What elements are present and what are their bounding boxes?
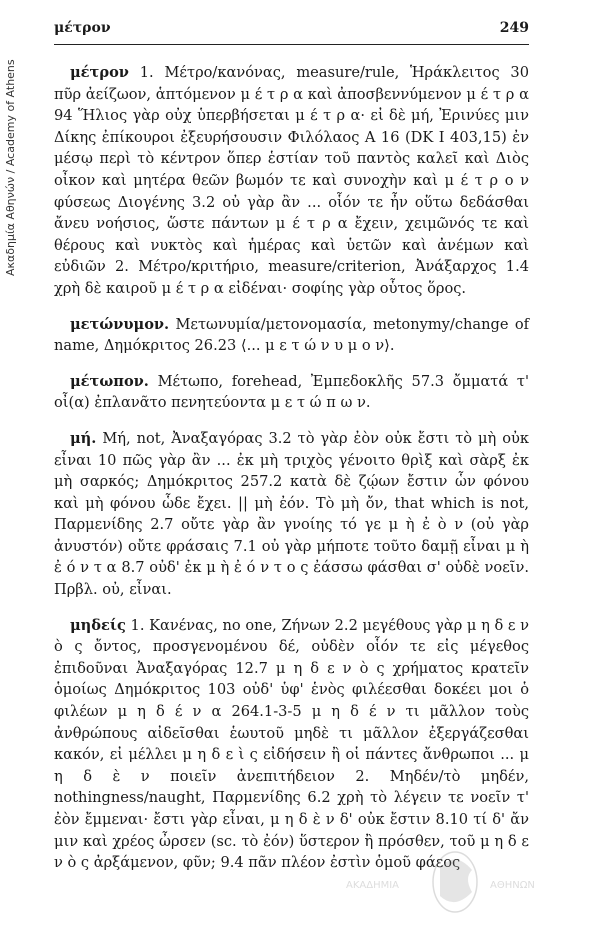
entry-text: 1. Μέτρο/κανόνας, measure/rule, Ἡράκλειτος 30 πῦρ ἀείζωον, ἁπτόμενον μ έ τ ρ α καὶ ἀποσβεννύμενον μ έ τ ρ α 94 Ἥλιος γὰρ οὐχ ὑπερβήσεται μ έ τ ρ α· εἰ δὲ μή, Ἐρινύες μιν Δίκης ἐπίκουροι ἐξευρήσουσιν Φιλόλαος Α 16 (DK I 403,15) ἐν μέσῳ περὶ τὸ κέντρον ὅπερ ἑστίαν τοῦ παντὸς καλεῖ καὶ Διὸς οἶκον καὶ μητέρα θεῶν βωμόν τε καὶ συνοχὴν καὶ μ έ τ ρ ο ν φύσεως Διογένης 3.2 οὐ γὰρ ἂν ... οἷόν τε ἦν οὕτω δεδάσθαι ἄνευ νοήσιος, ὥστε πάντων μ έ τ ρ α ἔχειν, χειμῶνός τε καὶ θέρους καὶ νυκτὸς καὶ ἡμέρας καὶ ὑετῶν καὶ ἀνέμων καὶ εὐδιῶν 2. Μέτρο/κριτήριο, measure/criterion, Ἀνάξαρχος 1.4 χρὴ δὲ καιροῦ μ έ τ ρ α εἰδέναι· σοφίης γὰρ οὗτος ὅρος. xyxy=(54,64,529,297)
entry-lemma: μή. xyxy=(70,429,97,447)
header-rule xyxy=(54,44,529,45)
watermark-right: ΑΘΗΝΩΝ xyxy=(490,880,535,891)
entry-metonymon xyxy=(54,314,529,357)
entry-text: 1. Κανένας, no one, Ζήνων 2.2 μεγέθους γὰρ μ η δ ε ν ὸ ς ὄντος, προσγενομένου δέ, οὐδὲν οἷόν τε εἰς μέγεθος ἐπιδοῦναι Ἀναξαγόρας 12.7 μ η δ ε ν ὸ ς χρήματος κρατεῖν ὁμοίως Δημόκριτος 103 οὐδ' ὑφ' ἑνὸς φιλέεσθαι δοκέει μοι ὁ φιλέων μ η δ έ ν α 264.1-3-5 μ η δ έ ν τι μᾶλλον τοὺς ἀνθρώπους αἰδεῖσθαι ἑωυτοῦ μηδὲ τι μᾶλλον ἐξεργάζεσθαι κακόν, εἰ μέλλει μ η δ ε ὶ ς εἰδήσειν ἢ οἱ πάντες ἄνθρωποι ... μ η δ ὲ ν ποιεῖν ἀνεπιτήδειον 2. Μηδέν/τὸ μηδέν, nothingness/naught, Παρμενίδης 6.2 χρὴ τὸ λέγειν τε νοεῖν τ' ἐὸν ἔμμεναι· ἔστι γὰρ εἶναι, μ η δ ὲ ν δ' οὐκ ἔστιν 8.10 τί δ' ἄν μιν καὶ χρέος ὦρσεν (sc. τὸ ἐόν) ὕστερον ἢ πρόσθεν, τοῦ μ η δ ε ν ὸ ς ἀρξάμενον, φῦν; 9.4 πᾶν πλέον ἐστὶν ὁμοῦ φάεος xyxy=(54,616,530,872)
entry-metopon xyxy=(54,371,529,414)
page-number: 249 xyxy=(499,20,529,36)
dictionary-entries xyxy=(54,62,529,888)
entry-text: Μετωνυμία/μετονομασία, metonymy/change of name, Δημόκριτος 26.23 ⟨... μ ε τ ώ ν υ μ ο ν⟩. xyxy=(54,315,530,355)
entry-lemma: μέτωπον. xyxy=(70,372,149,390)
side-note: Ακαδημία Αθηνών / Academy of Athens xyxy=(4,59,17,276)
entry-lemma: μηδείς xyxy=(70,616,126,634)
entry-lemma: μετώνυμον. xyxy=(70,315,170,333)
entry-lemma: μέτρον xyxy=(70,64,129,81)
running-header xyxy=(54,20,529,40)
entry-medeis xyxy=(54,615,529,874)
entry-text: Μή, not, Ἀναξαγόρας 3.2 τὸ γὰρ ἐὸν οὐκ ἔστι τὸ μὴ οὐκ εἶναι 10 πῶς γὰρ ἂν ... ἐκ μὴ τριχὸς γένοιτο θρὶξ καὶ σὰρξ ἐκ μὴ σαρκός; Δημόκριτος 257.2 κατὰ δὲ ζῴων ἔστιν ὧν φόνου καὶ μὴ φόνου ὧδε ἔχει. || μὴ ἐόν. Τὸ μὴ ὄν, that which is not, Παρμενίδης 2.7 οὔτε γὰρ ἂν γνοίης τό γε μ ὴ ἐ ὸ ν (οὐ γὰρ ἀνυστόν) οὔτε φράσαις 7.1 οὐ γὰρ μήποτε τοῦτο δαμῇ εἶναι μ ὴ ἐ ό ν τ α 8.7 οὐδ' ἐκ μ ὴ ἐ ό ν τ ο ς ἐάσσω φάσθαι σ' οὐδὲ νοεῖν. Πρβλ. οὐ, εἶναι. xyxy=(54,429,529,599)
entry-me xyxy=(54,428,529,601)
entry-metron xyxy=(54,62,529,300)
academy-watermark xyxy=(340,848,570,918)
watermark-left: ΑΚΑΔΗΜΙΑ xyxy=(346,880,400,891)
header-title: μέτρον xyxy=(54,20,111,36)
entry-text: Μέτωπο, forehead, Ἐμπεδοκλῆς 57.3 ὄμματά τ' οἶ(α) ἐπλανᾶτο πενητεύοντα μ ε τ ώ π ω ν. xyxy=(54,372,529,412)
